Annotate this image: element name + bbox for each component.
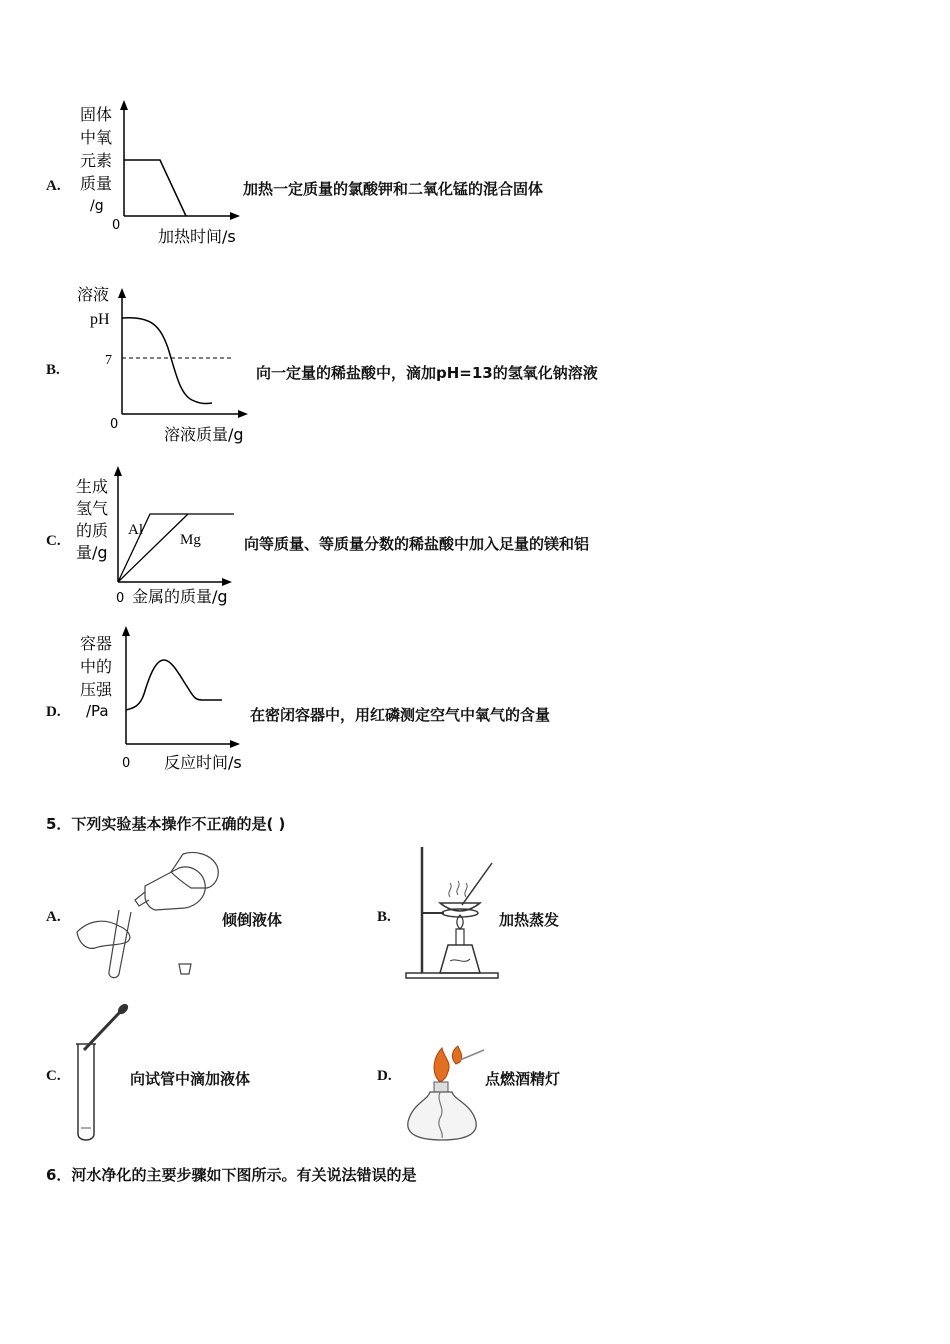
lamp-flame-icon xyxy=(434,1048,449,1082)
graph-c-label-mg: Mg xyxy=(180,532,201,548)
option-d-letter: D. xyxy=(46,704,61,720)
option-d-text: 在密闭容器中，用红磷测定空气中氧气的含量 xyxy=(250,706,551,724)
graph-a-curve xyxy=(124,160,186,216)
lighting-lamp-illustration xyxy=(402,1042,492,1144)
graph-c-xlabel: 金属的质量/g xyxy=(132,587,228,606)
graph-c-ylabel-3: 的质 xyxy=(76,521,109,540)
graph-c-y-arrow xyxy=(114,466,122,476)
q5-option-c-letter: C. xyxy=(46,1068,61,1084)
graph-d-ylabel-4: /Pa xyxy=(86,702,109,720)
graph-b-ylabel-2: pH xyxy=(90,311,110,328)
option-c-text: 向等质量、等质量分数的稀盐酸中加入足量的镁和铝 xyxy=(244,535,590,553)
graph-a-y-arrow xyxy=(120,100,128,110)
graph-a-x-arrow xyxy=(230,212,240,220)
dropper-illustration xyxy=(70,1002,135,1144)
graph-a-xlabel: 加热时间/s xyxy=(158,227,236,246)
match-stick-icon xyxy=(460,1050,484,1060)
graph-d-x-arrow xyxy=(230,740,240,748)
graph-d-ylabel-2: 中的 xyxy=(80,657,113,676)
q5-option-a-text: 倾倒液体 xyxy=(222,911,283,929)
graph-b-tick-7: 7 xyxy=(105,353,112,368)
graph-a-ylabel-3: 元素 xyxy=(80,151,113,170)
graph-a-ylabel-2: 中氧 xyxy=(80,128,113,147)
graph-a-ylabel-1: 固体 xyxy=(80,105,113,124)
option-b-text: 向一定量的稀盐酸中，滴加pH=13的氢氧化钠溶液 xyxy=(256,364,598,382)
graph-d-ylabel-1: 容器 xyxy=(80,634,113,653)
graph-c-ylabel-2: 氢气 xyxy=(76,499,109,518)
graph-c xyxy=(72,462,252,612)
graph-b xyxy=(72,282,262,447)
graph-d-curve xyxy=(126,660,222,710)
graph-c-label-al: Al xyxy=(128,522,143,538)
q5-option-b-text: 加热蒸发 xyxy=(499,911,560,929)
option-a-letter: A. xyxy=(46,178,61,194)
graph-b-x-arrow xyxy=(238,410,248,418)
pour-liquid-illustration xyxy=(75,848,225,980)
stopper-icon xyxy=(179,964,191,974)
dropper-icon xyxy=(84,1012,120,1050)
evaporation-illustration xyxy=(400,845,505,982)
graph-a-ylabel-5: /g xyxy=(90,198,104,214)
question-6-stem: 6．河水净化的主要步骤如下图所示。有关说法错误的是 xyxy=(46,1166,417,1184)
graph-c-ylabel-4: 量/g xyxy=(76,543,108,562)
graph-a-origin: 0 xyxy=(112,218,121,233)
test-tube-c-icon xyxy=(78,1044,94,1140)
hand-bottom-icon xyxy=(77,921,130,948)
option-a-text: 加热一定质量的氯酸钾和二氧化锰的混合固体 xyxy=(243,180,544,198)
graph-d-y-arrow xyxy=(122,626,130,636)
alcohol-lamp-icon xyxy=(440,945,480,973)
graph-d xyxy=(72,622,257,774)
graph-b-ylabel-1: 溶液 xyxy=(77,285,110,304)
q5-option-c-text: 向试管中滴加液体 xyxy=(130,1070,251,1088)
option-b-letter: B. xyxy=(46,362,60,378)
graph-d-origin: 0 xyxy=(122,756,131,771)
q5-option-d-text: 点燃酒精灯 xyxy=(485,1070,561,1088)
option-c-letter: C. xyxy=(46,533,61,549)
graph-d-ylabel-3: 压强 xyxy=(80,680,113,699)
q5-option-b-letter: B. xyxy=(377,909,391,925)
graph-b-y-arrow xyxy=(118,288,126,298)
graph-a-ylabel-4: 质量 xyxy=(80,174,113,193)
match-flame-icon xyxy=(452,1046,461,1064)
graph-c-origin: 0 xyxy=(116,591,125,606)
graph-b-curve xyxy=(122,318,212,404)
graph-b-xlabel: 溶液质量/g xyxy=(164,425,244,444)
graph-d-xlabel: 反应时间/s xyxy=(164,753,242,772)
graph-a xyxy=(72,98,252,250)
graph-c-x-arrow xyxy=(222,578,232,586)
q5-option-a-letter: A. xyxy=(46,909,61,925)
hand-top-icon xyxy=(171,853,218,889)
question-5-stem: 5．下列实验基本操作不正确的是( ) xyxy=(46,815,286,833)
q5-option-d-letter: D. xyxy=(377,1068,392,1084)
graph-c-ylabel-1: 生成 xyxy=(76,477,109,496)
graph-b-origin: 0 xyxy=(110,417,119,432)
